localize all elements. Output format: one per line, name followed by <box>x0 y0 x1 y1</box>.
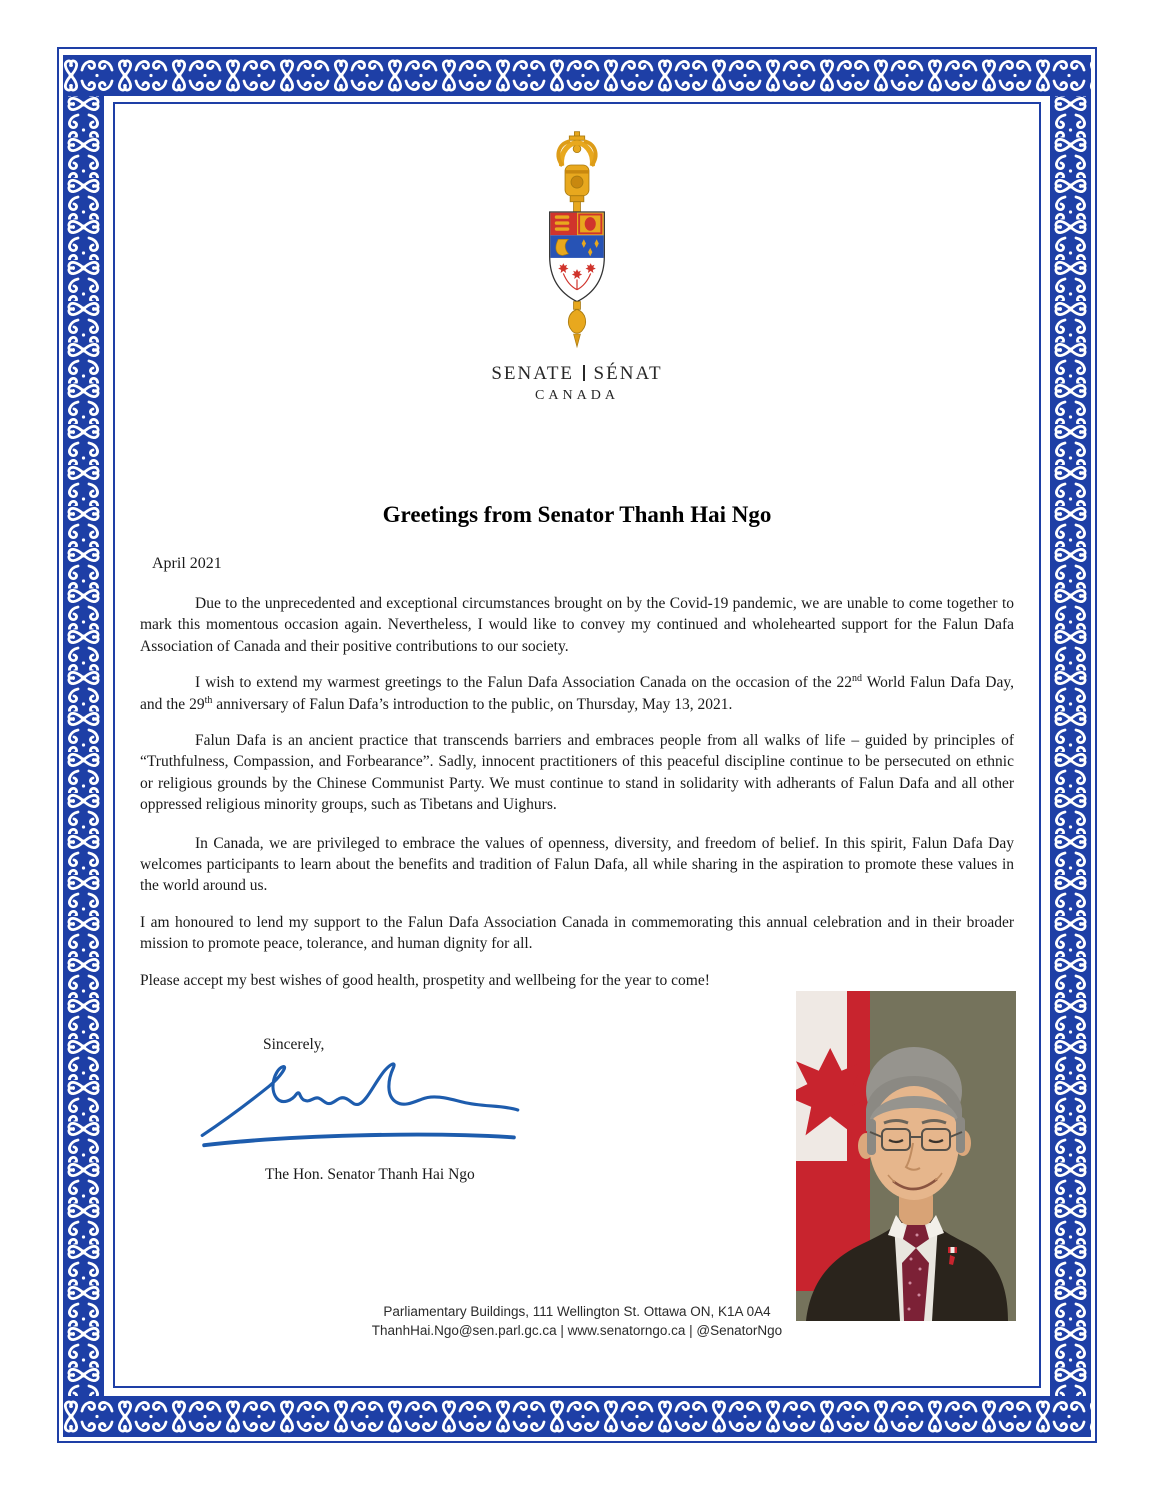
border-band-right <box>1050 55 1091 1437</box>
paragraph-2-text: anniversary of Falun Dafa’s introduction to the public, on Thursday, May 13, 2021. <box>212 695 733 713</box>
senator-portrait-icon <box>796 991 1016 1321</box>
wordmark-divider <box>583 365 585 381</box>
paragraph-2-text: I wish to extend my warmest greetings to the Falun Dafa Association Canada on the occasion of the 22 <box>195 674 853 692</box>
border-band-left <box>63 55 104 1437</box>
senate-wordmark-en: SENATE <box>491 363 575 384</box>
paragraph-2 <box>140 672 1014 715</box>
footer-contact: ThanhHai.Ngo@sen.parl.gc.ca | www.senatorngo.ca | @SenatorNgo <box>371 1323 783 1338</box>
senator-portrait-photo <box>796 991 1016 1321</box>
paragraph-5: I am honoured to lend my support to the Falun Dafa Association Canada in commemorating this annual celebration and in their broader mission to promote peace, tolerance, and human dignity for all. <box>140 913 1014 953</box>
letter-title: Greetings from Senator Thanh Hai Ngo <box>382 502 772 527</box>
senate-wordmark-fr: SÉNAT <box>593 363 663 384</box>
senate-of-canada-crest-icon <box>517 130 637 352</box>
letter-content <box>140 103 1014 1386</box>
letter-footer <box>140 1302 1014 1340</box>
signer-name: The Hon. Senator Thanh Hai Ngo <box>265 1165 475 1183</box>
letter-date: April 2021 <box>152 555 222 572</box>
signature-ink-icon <box>195 1059 525 1157</box>
senate-crest-block <box>140 130 1014 404</box>
ordinal-superscript: th <box>204 694 213 706</box>
paragraph-1: Due to the unprecedented and exceptional circumstances brought on by the Covid-19 pandemic, we are unable to come together to mark this momentous occasion again. Nevertheless, I would like to convey my continued and wholehearted support for the Falun Dafa Association of Canada and their positive contributions to our society. <box>140 595 1014 655</box>
signature <box>195 1059 525 1157</box>
ordinal-superscript: nd <box>852 673 863 685</box>
paragraph-3: Falun Dafa is an ancient practice that transcends barriers and embraces people from all walks of life – guided by principles of “Truthfulness, Compassion, and Forbearance”. Sadly, innocent practitioners of this peaceful discipline continue to be persecuted on ethnic or religious grounds by the Chinese Communist Party. We must continue to stand in solidarity with adherants of Falun Dafa and all other oppressed religious minority groups, such as Tibetans and Uighurs. <box>140 732 1014 814</box>
border-band-bottom <box>63 1396 1091 1437</box>
paragraph-4: In Canada, we are privileged to embrace the values of openness, diversity, and freedom of belief. In this spirit, Falun Dafa Day welcomes participants to learn about the benefits and tradition of Falun Dafa, all while sharing in the aspiration to promote these values in the world around us. <box>140 834 1014 895</box>
border-band-top <box>63 55 1091 96</box>
paragraph-6: Please accept my best wishes of good health, prospetity and wellbeing for the year to come! <box>140 971 710 989</box>
paragraph-2-text: World Falun Dafa Day, and the 29 <box>140 674 1014 713</box>
senate-country-label: CANADA <box>535 388 619 403</box>
footer-address: Parliamentary Buildings, 111 Wellington St. Ottawa ON, K1A 0A4 <box>383 1304 771 1319</box>
closing-salutation: Sincerely, <box>263 1036 325 1054</box>
senate-wordmark <box>140 363 1014 385</box>
